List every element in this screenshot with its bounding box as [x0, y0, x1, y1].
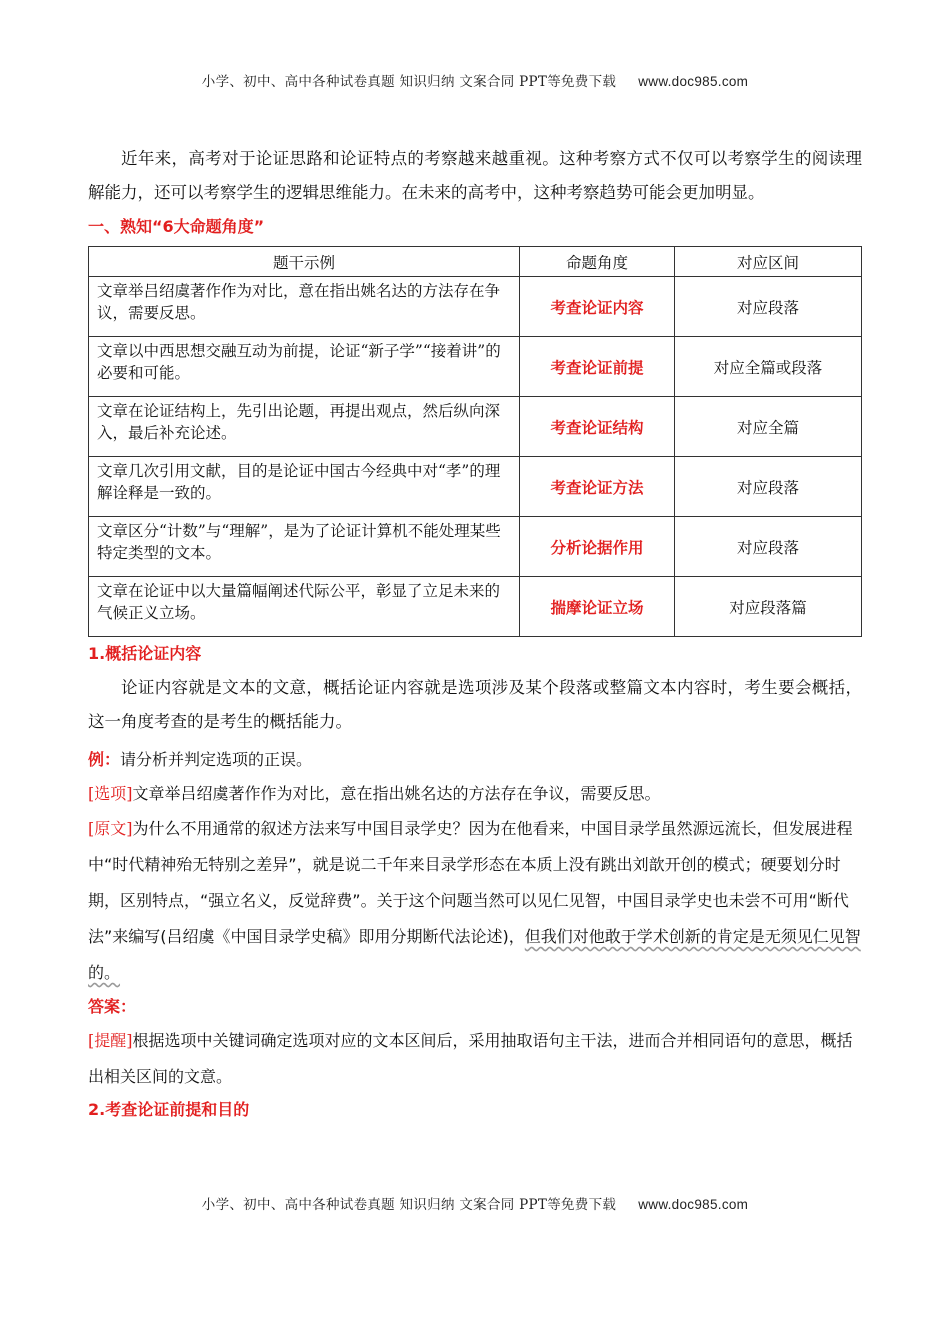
footer-url[interactable]: www.doc985.com — [638, 1197, 749, 1212]
tip-text: 根据选项中关键词确定选项对应的文本区间后，采用抽取语句主干法，进而合并相同语句的意思，概括出相关区间的文意。 — [88, 1031, 853, 1086]
original-text: 为什么不用通常的叙述方法来写中国目录学史？因为在他看来，中国目录学虽然源远流长，但发展进程中“时代精神殆无特别之差异”，就是说二千年来目录学形态在本质上没有跳出刘歆开创的模式；硬要划分时期，区别特点，“强立名义，反觉辞费”。关于这个问题当然可以见仁见智，中国目录学史也未尝不可用“断代法”来编写(吕绍虞《中国目录学史稿》即用分期断代法论述)， — [88, 819, 853, 946]
cell-angle: 考查论证结构 — [520, 397, 675, 457]
example-label: 例： — [88, 750, 121, 769]
table-row — [89, 277, 862, 337]
option-text: 文章举吕绍虞著作作为对比，意在指出姚名达的方法存在争议，需要反思。 — [132, 784, 661, 803]
cell-range: 对应段落篇 — [675, 577, 862, 637]
col-header-range: 对应区间 — [675, 247, 862, 277]
cell-range: 对应段落 — [675, 517, 862, 577]
subsection2-title: 2.考查论证前提和目的 — [88, 1100, 250, 1119]
cell-range: 对应全篇 — [675, 397, 862, 457]
page-footer — [0, 1193, 950, 1213]
subsection1-title: 1.概括论证内容 — [88, 644, 202, 663]
answer-label: 答案： — [88, 997, 137, 1016]
cell-range: 对应段落 — [675, 277, 862, 337]
example-text: 请分析并判定选项的正误。 — [120, 750, 313, 769]
cell-angle: 揣摩论证立场 — [520, 577, 675, 637]
page-header — [0, 70, 950, 90]
option-line — [88, 777, 862, 811]
table-row — [89, 457, 862, 517]
header-text: 小学、初中、高中各种试卷真题 知识归纳 文案合同 PPT等免费下载 — [201, 74, 617, 90]
table-row — [89, 397, 862, 457]
cell-example: 文章在论证结构上，先引出论题，再提出观点，然后纵向深入，最后补充论述。 — [89, 397, 520, 457]
original-underlined-sentence: 但我们对他敢于学术创新的肯定是无须见仁见智的。 — [88, 927, 861, 982]
cell-example: 文章几次引用文献，目的是论证中国古今经典中对“孝”的理解诠释是一致的。 — [89, 457, 520, 517]
col-header-example: 题干示例 — [89, 247, 520, 277]
section1-title: 一、熟知“6大命题角度” — [88, 217, 265, 236]
question-angle-table — [88, 246, 862, 637]
cell-angle: 考查论证方法 — [520, 457, 675, 517]
cell-example: 文章区分“计数”与“理解”，是为了论证计算机不能处理某些特定类型的文本。 — [89, 517, 520, 577]
option-tag: [选项] — [88, 784, 133, 803]
cell-example: 文章在论证中以大量篇幅阐述代际公平，彰显了立足未来的气候正义立场。 — [89, 577, 520, 637]
original-tag: [原文] — [88, 819, 133, 838]
subsection1-description: 论证内容就是文本的文意，概括论证内容就是选项涉及某个段落或整篇文本内容时，考生要会概括，这一角度考查的是考生的概括能力。 — [88, 678, 862, 731]
header-url[interactable]: www.doc985.com — [638, 74, 749, 89]
cell-range: 对应全篇或段落 — [675, 337, 862, 397]
cell-angle: 分析论据作用 — [520, 517, 675, 577]
table-row — [89, 577, 862, 637]
cell-example: 文章以中西思想交融互动为前提，论证“新子学”“接着讲”的必要和可能。 — [89, 337, 520, 397]
example-line — [88, 743, 862, 777]
tip-block — [88, 1023, 862, 1095]
cell-example: 文章举吕绍虞著作作为对比，意在指出姚名达的方法存在争议，需要反思。 — [89, 277, 520, 337]
intro-paragraph: 近年来，高考对于论证思路和论证特点的考察越来越重视。这种考察方式不仅可以考察学生的阅读理解能力，还可以考察学生的逻辑思维能力。在未来的高考中，这种考察趋势可能会更加明显。 — [88, 149, 862, 202]
cell-angle: 考查论证内容 — [520, 277, 675, 337]
cell-angle: 考查论证前提 — [520, 337, 675, 397]
footer-text: 小学、初中、高中各种试卷真题 知识归纳 文案合同 PPT等免费下载 — [201, 1197, 617, 1213]
tip-tag: [提醒] — [88, 1031, 133, 1050]
cell-range: 对应段落 — [675, 457, 862, 517]
document-body — [88, 142, 862, 1125]
table-row — [89, 337, 862, 397]
table-row — [89, 517, 862, 577]
table-header-row — [89, 247, 862, 277]
original-text-block — [88, 811, 862, 991]
col-header-angle: 命题角度 — [520, 247, 675, 277]
